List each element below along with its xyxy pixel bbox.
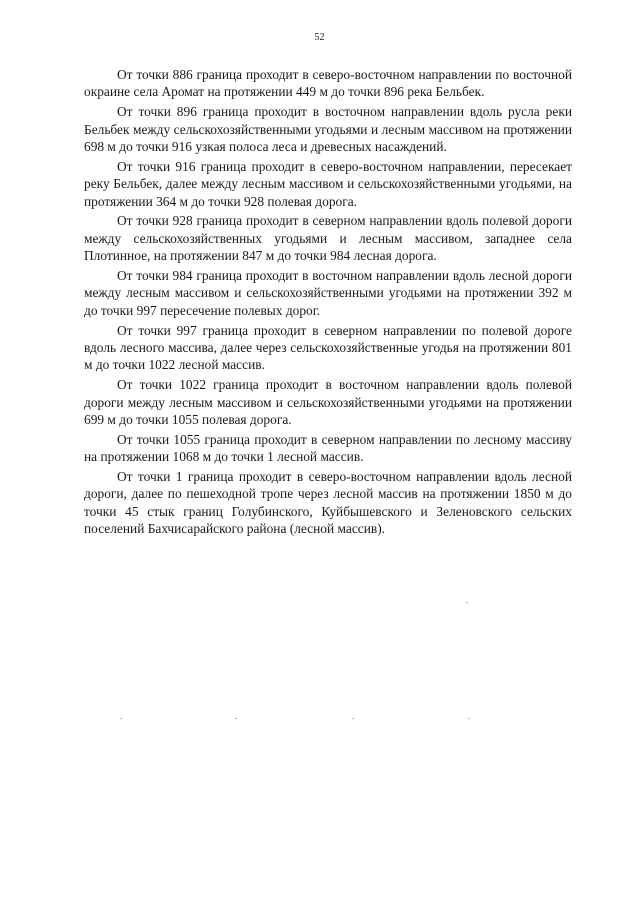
boundary-paragraph-896: От точки 896 граница проходит в восточном направлении вдоль русла реки Бельбек между сельскохозяйственными угодьями и лесным массивом на протяжении 698 м до точки 916 узкая полоса леса и древесных насаждений. <box>84 104 572 155</box>
boundary-paragraph-997: От точки 997 граница проходит в северном направлении по полевой дороге вдоль лесного массива, далее через сельскохозяйственные угодья на протяжении 801 м до точки 1022 лесной массив. <box>84 322 572 373</box>
boundary-paragraph-886: От точки 886 граница проходит в северо-восточном направлении по восточной окраине села Аромат на протяжении 449 м до точки 896 река Бельбек. <box>84 67 572 100</box>
scan-speck <box>466 602 468 603</box>
boundary-paragraph-1022: От точки 1022 граница проходит в восточном направлении вдоль полевой дороги между лесным массивом и сельскохозяйственными угодьями на протяжении 699 м до точки 1055 полевая дорога. <box>84 377 572 428</box>
boundary-paragraph-916: От точки 916 граница проходит в северо-восточном направлении, пересекает реку Бельбек, далее между лесным массивом и сельскохозяйственными угодьями, на протяжении 364 м до точки 928 полевая дорога. <box>84 158 572 209</box>
boundary-paragraph-984: От точки 984 граница проходит в восточном направлении вдоль лесной дороги между лесным массивом и сельскохозяйственными угодьями на протяжении 392 м до точки 997 пересечение полевых дорог. <box>84 268 572 318</box>
boundary-paragraph-928: От точки 928 граница проходит в северном направлении вдоль полевой дороги между сельскохозяйственных угодьями и лесным массивом, западнее села Плотинное, на протяжении 847 м до точки 984 лесная дорога. <box>84 213 572 264</box>
document-body <box>84 66 572 540</box>
scan-speck <box>468 718 470 719</box>
scan-speck <box>120 718 122 719</box>
boundary-paragraph-1055: От точки 1055 граница проходит в северном направлении по лесному массиву на протяжении 1068 м до точки 1 лесной массив. <box>84 431 572 465</box>
boundary-paragraph-1: От точки 1 граница проходит в северо-восточном направлении вдоль лесной дороги, далее по пешеходной тропе через лесной массив на протяжении 1850 м до точки 45 стык границ Голубинского, Куйбышевского и Зеленовского сельских поселений Бахчисарайского района (лесной массив). <box>84 469 572 537</box>
scan-speck <box>352 718 354 719</box>
page-number: 52 <box>314 32 325 43</box>
scan-speck <box>235 718 237 719</box>
